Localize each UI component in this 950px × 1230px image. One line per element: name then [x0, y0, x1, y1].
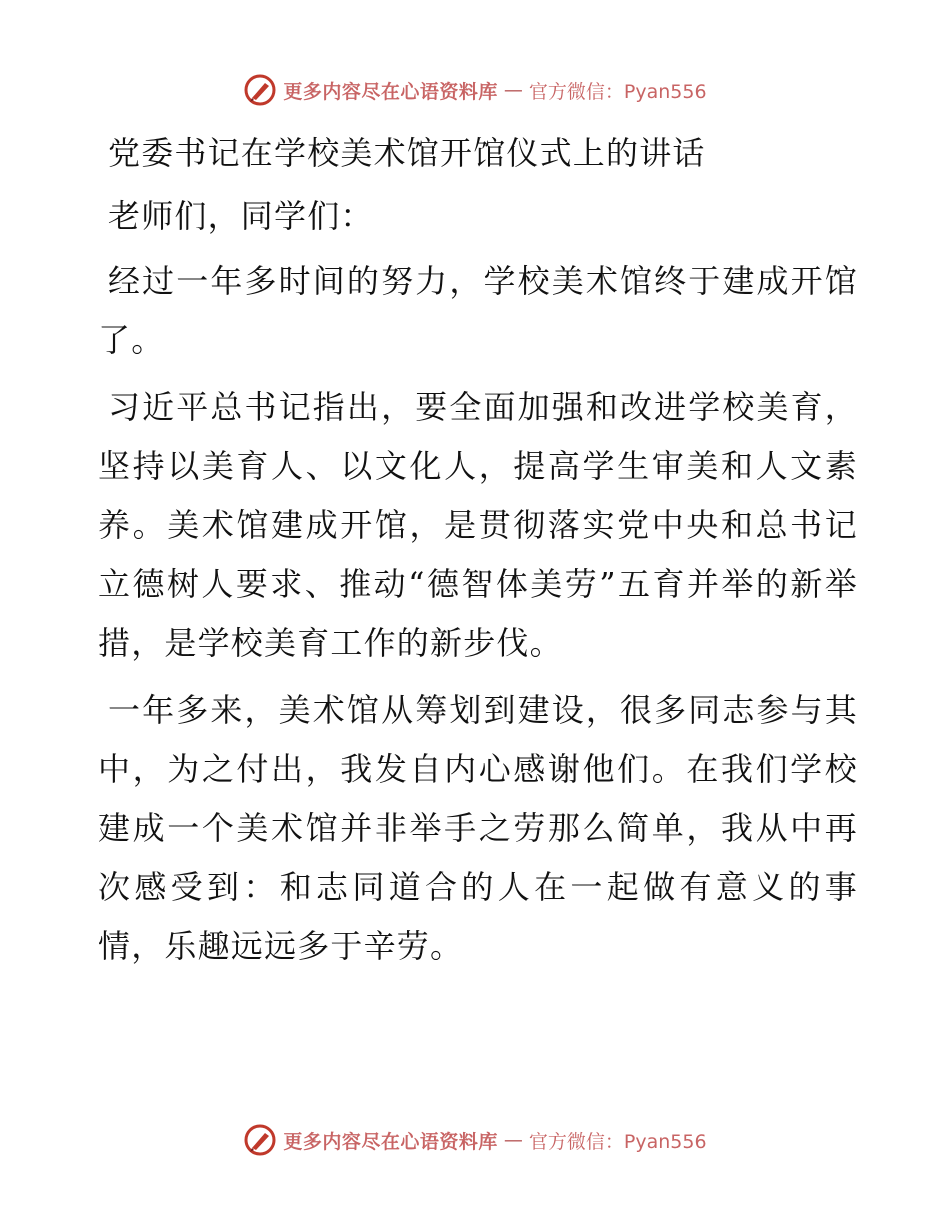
pen-logo-icon: [243, 73, 277, 107]
document-body: [98, 124, 858, 984]
watermark-text: 更多内容尽在心语资料库: [283, 1130, 498, 1153]
salutation: 老师们，同学们：: [108, 197, 374, 235]
watermark-contact: 官方微信：Pyan556: [528, 1130, 707, 1153]
watermark-text: 更多内容尽在心语资料库: [283, 80, 498, 103]
watermark-dash: —: [503, 79, 523, 101]
footer-watermark: [0, 1120, 950, 1160]
paragraph-1: 经过一年多时间的努力，学校美术馆终于建成开馆了。: [98, 262, 858, 359]
pen-logo-icon: [243, 1123, 277, 1157]
watermark-dash: —: [503, 1129, 523, 1151]
watermark-inner: [243, 1123, 706, 1157]
paragraph-3: 一年多来，美术馆从筹划到建设，很多同志参与其中，为之付出，我发自内心感谢他们。在我们学校建成一个美术馆并非举手之劳那么简单，我从中再次感受到：和志同道合的人在一起做有意义的事情，乐趣远远多于辛劳。: [98, 691, 858, 965]
watermark-inner: [243, 73, 706, 107]
document-title: 党委书记在学校美术馆开馆仪式上的讲话: [108, 134, 706, 172]
paragraph-2: 习近平总书记指出，要全面加强和改进学校美育，坚持以美育人、以文化人，提高学生审美和人文素养。美术馆建成开馆，是贯彻落实党中央和总书记立德树人要求、推动“德智体美劳”五育并举的新举措，是学校美育工作的新步伐。: [98, 388, 858, 662]
watermark-contact: 官方微信：Pyan556: [528, 80, 707, 103]
header-watermark: [0, 70, 950, 110]
